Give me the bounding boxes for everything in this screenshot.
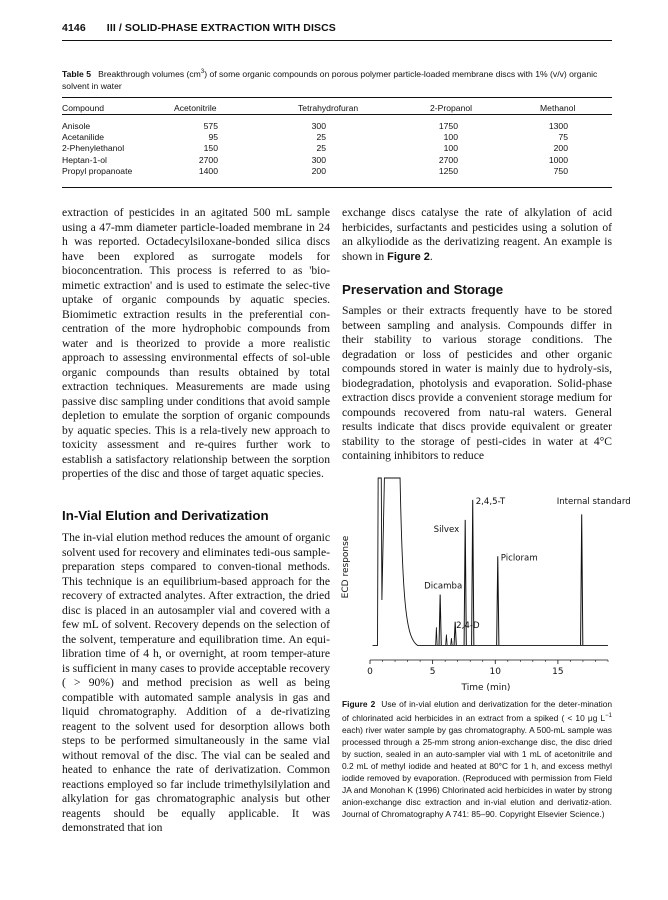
table-cell: 100 — [443, 132, 458, 143]
peak-label: Internal standard — [556, 496, 631, 507]
paragraph: extraction of pesticides in an agitated 500 mL sample using a 47-mm diameter particle-loaded membrane in 24 h was reported. Octadecylsiloxane-bonded silica discs have been explored as surrogate models for bioconcentration. This process is referred to as 'bio-mimetic extraction' and is used to estimate the selec-tive uptake of organic compounds by aquatic species. Biomimetic extraction results in the preferential con-centration of the more hydrophobic compounds from water and is theorized to provide a more realistic approach to assessing environmental effects of sol-uble organic compounds than results obtained by total extraction techniques. Measurements are made using passive disc sampling under conditions that avoid sample depletion to emulate the sorption of organic compounds by aquatic species. This is a rela-tively new approach to toxicity assessment and re-quires further work to establish a satisfactory relationship between the sorption properties of the disc and those of target aquatic species. — [62, 206, 330, 480]
peak-label: Silvex — [433, 524, 460, 535]
col-header: Methanol — [540, 102, 576, 113]
x-tick-label: 0 — [367, 667, 373, 677]
table-cell: 25 — [316, 143, 326, 154]
table-cell: 150 — [203, 143, 218, 154]
x-tick-label: 5 — [429, 667, 436, 677]
table-caption-sup: 3 — [200, 69, 205, 75]
right-column-text-1 — [342, 206, 612, 264]
table-caption — [62, 66, 612, 93]
minor-peak — [436, 627, 438, 645]
paragraph: Samples or their extracts frequently have to be stored between sampling and analysis. Compounds differ in their stability to various storage conditions. The degradation or loss of pesticides and other organic compounds stored in water is mainly due to hydroly-sis, biodegradation, photolysis and evaporation. Solid-phase extraction discs provide a convenient storage medium for compounds recovered from natu-ral waters. General results indicate that discs provide equivalent or greater stability to the storage of pesti-cides in water at 4°C containing inhibitors to reduce — [342, 304, 612, 462]
paragraph-end: . — [429, 249, 433, 263]
right-column-text-2 — [342, 304, 612, 464]
y-axis-label: ECD response — [341, 535, 351, 599]
table-cell: Anisole — [62, 121, 91, 131]
chromatogram — [336, 470, 631, 700]
section-heading-invial: In-Vial Elution and Derivatization — [62, 508, 269, 523]
table-row — [62, 166, 612, 177]
paragraph: The in-vial elution method reduces the amount of organic solvent used for recovery and eliminates tedi-ous sample-preparation steps compared to conven-tional methods. This technique is an equilibrium-based approach for the recovery of extracted analytes. After extraction, the dried disc is placed in an autosampler vial and covered with a few mL of solvent. Recovery depends on the selection of the solvent, temperature and equilibration time. An equi-libration time of 4 h, or overnight, at room temper-ature is sufficient in many cases to provide acceptable recovery ( > 90%) and method precision as well as being compatible with automated sample analysis in gas and liquid chromatography. Addition of a de-rivatizing reagent to the solvent used for desorption allows both steps to be performed simultaneously in the same vial without removal of the disc. The vial can be sealed and heated to enhance the rate of derivatization. Common reactions employed so far include trimethylsilylation and alkylation for gas chromatographic analysis but other reagents should be equally applicable. It was demonstrated that ion — [62, 531, 330, 834]
peak-label: Dicamba — [424, 581, 463, 592]
table-cell: Heptan-1-ol — [62, 154, 107, 165]
table-label: Table 5 — [62, 68, 91, 79]
page-number: 4146 — [62, 22, 86, 34]
left-column-text-1 — [62, 206, 330, 482]
peak — [581, 514, 583, 645]
peak-label: 2,4,5-T — [475, 496, 506, 507]
table-cell: 75 — [558, 132, 568, 143]
table-cell: 300 — [311, 154, 326, 165]
table-row — [62, 155, 612, 166]
table-row — [62, 132, 612, 143]
figure-caption-b: each) river water sample by gas chromatography. A 500-mL sample was processed through a 25-mm strong anion-exchange disc, the disc dried by suction, sealed in an auto-sampler vial with 1 mL of acetonitrile and 0.2 mL of methyl iodide and heated at 80°C for 1 h, and excess methyl iodide removed by evaporation. (Reproduced with permission from Field JA and Monohan K (1996) Chlorinated acid herbicides in water by strong anion-exchange disc extraction and in-vial elution and derivatiz-ation. Journal of Chromatography A 741: 85–90. Copyright Elsevier Science.) — [342, 724, 612, 819]
col-header: Acetonitrile — [174, 102, 217, 113]
table-cell: 575 — [203, 121, 218, 131]
figure-caption-sup: −1 — [605, 713, 612, 719]
table-cell: 2-Phenylethanol — [62, 143, 125, 154]
peak — [439, 594, 441, 645]
table-cell: Acetanilide — [62, 132, 105, 143]
table-cell: Propyl propanoate — [62, 165, 133, 176]
running-head — [62, 22, 336, 34]
table-cell: 95 — [208, 132, 218, 143]
table-top-rule — [62, 97, 612, 98]
table-cell: 2700 — [198, 154, 218, 165]
breakthrough-table — [62, 101, 612, 177]
table-cell: 100 — [443, 143, 458, 154]
table-caption-a: Breakthrough volumes (cm — [98, 68, 201, 79]
table-cell: 1250 — [438, 165, 458, 176]
table-cell: 2700 — [438, 154, 458, 165]
figure-caption — [342, 698, 612, 820]
section-heading-storage: Preservation and Storage — [342, 282, 504, 297]
header-rule — [62, 40, 612, 41]
figure-caption-a: Use of in-vial elution and derivatization for the deter-mination of chlorinated acid herbicides in an extract from a spiked ( < 10 μg L — [342, 699, 613, 723]
paragraph-text: exchange discs catalyse the rate of alkylation of acid herbicides, surfactants and pesticides using a solution of an alkyliodide as the derivatizing reagent. An example is shown in — [342, 206, 612, 263]
table-cell: 200 — [311, 165, 326, 176]
col-header: Compound — [62, 102, 105, 113]
peak-label: Picloram — [500, 553, 538, 564]
table-cell: 200 — [553, 143, 568, 154]
table-cell: 1750 — [438, 121, 458, 131]
col-header: Tetrahydrofuran — [298, 102, 359, 113]
peak — [497, 556, 499, 645]
x-tick-label: 10 — [489, 667, 501, 677]
table-header-row — [62, 101, 612, 115]
table-row — [62, 143, 612, 154]
table-bottom-rule — [62, 187, 612, 188]
table-row — [62, 121, 612, 132]
running-title: III / SOLID-PHASE EXTRACTION WITH DISCS — [106, 22, 336, 34]
table-cell: 1300 — [548, 121, 568, 131]
minor-peak — [446, 635, 448, 646]
table-caption-b: ) of some organic compounds on porous polymer particle-loaded membrane discs with 1% (v/v) organic solvent in water — [62, 68, 598, 92]
figure-label: Figure 2 — [342, 699, 376, 709]
figure-reference: Figure 2 — [387, 250, 430, 263]
table-cell: 1000 — [548, 154, 568, 165]
col-header: 2-Propanol — [430, 102, 473, 113]
table-cell: 300 — [311, 121, 326, 131]
minor-peak — [451, 638, 453, 645]
table-cell: 1400 — [198, 165, 218, 176]
table-cell: 750 — [553, 165, 568, 176]
figure-2 — [336, 470, 631, 700]
left-column-text-2 — [62, 531, 330, 836]
paragraph — [342, 206, 612, 264]
x-tick-label: 15 — [552, 667, 564, 677]
x-axis-label: Time (min) — [461, 683, 511, 693]
peak-label: 2,4-D — [456, 620, 480, 631]
table-cell: 25 — [316, 132, 326, 143]
